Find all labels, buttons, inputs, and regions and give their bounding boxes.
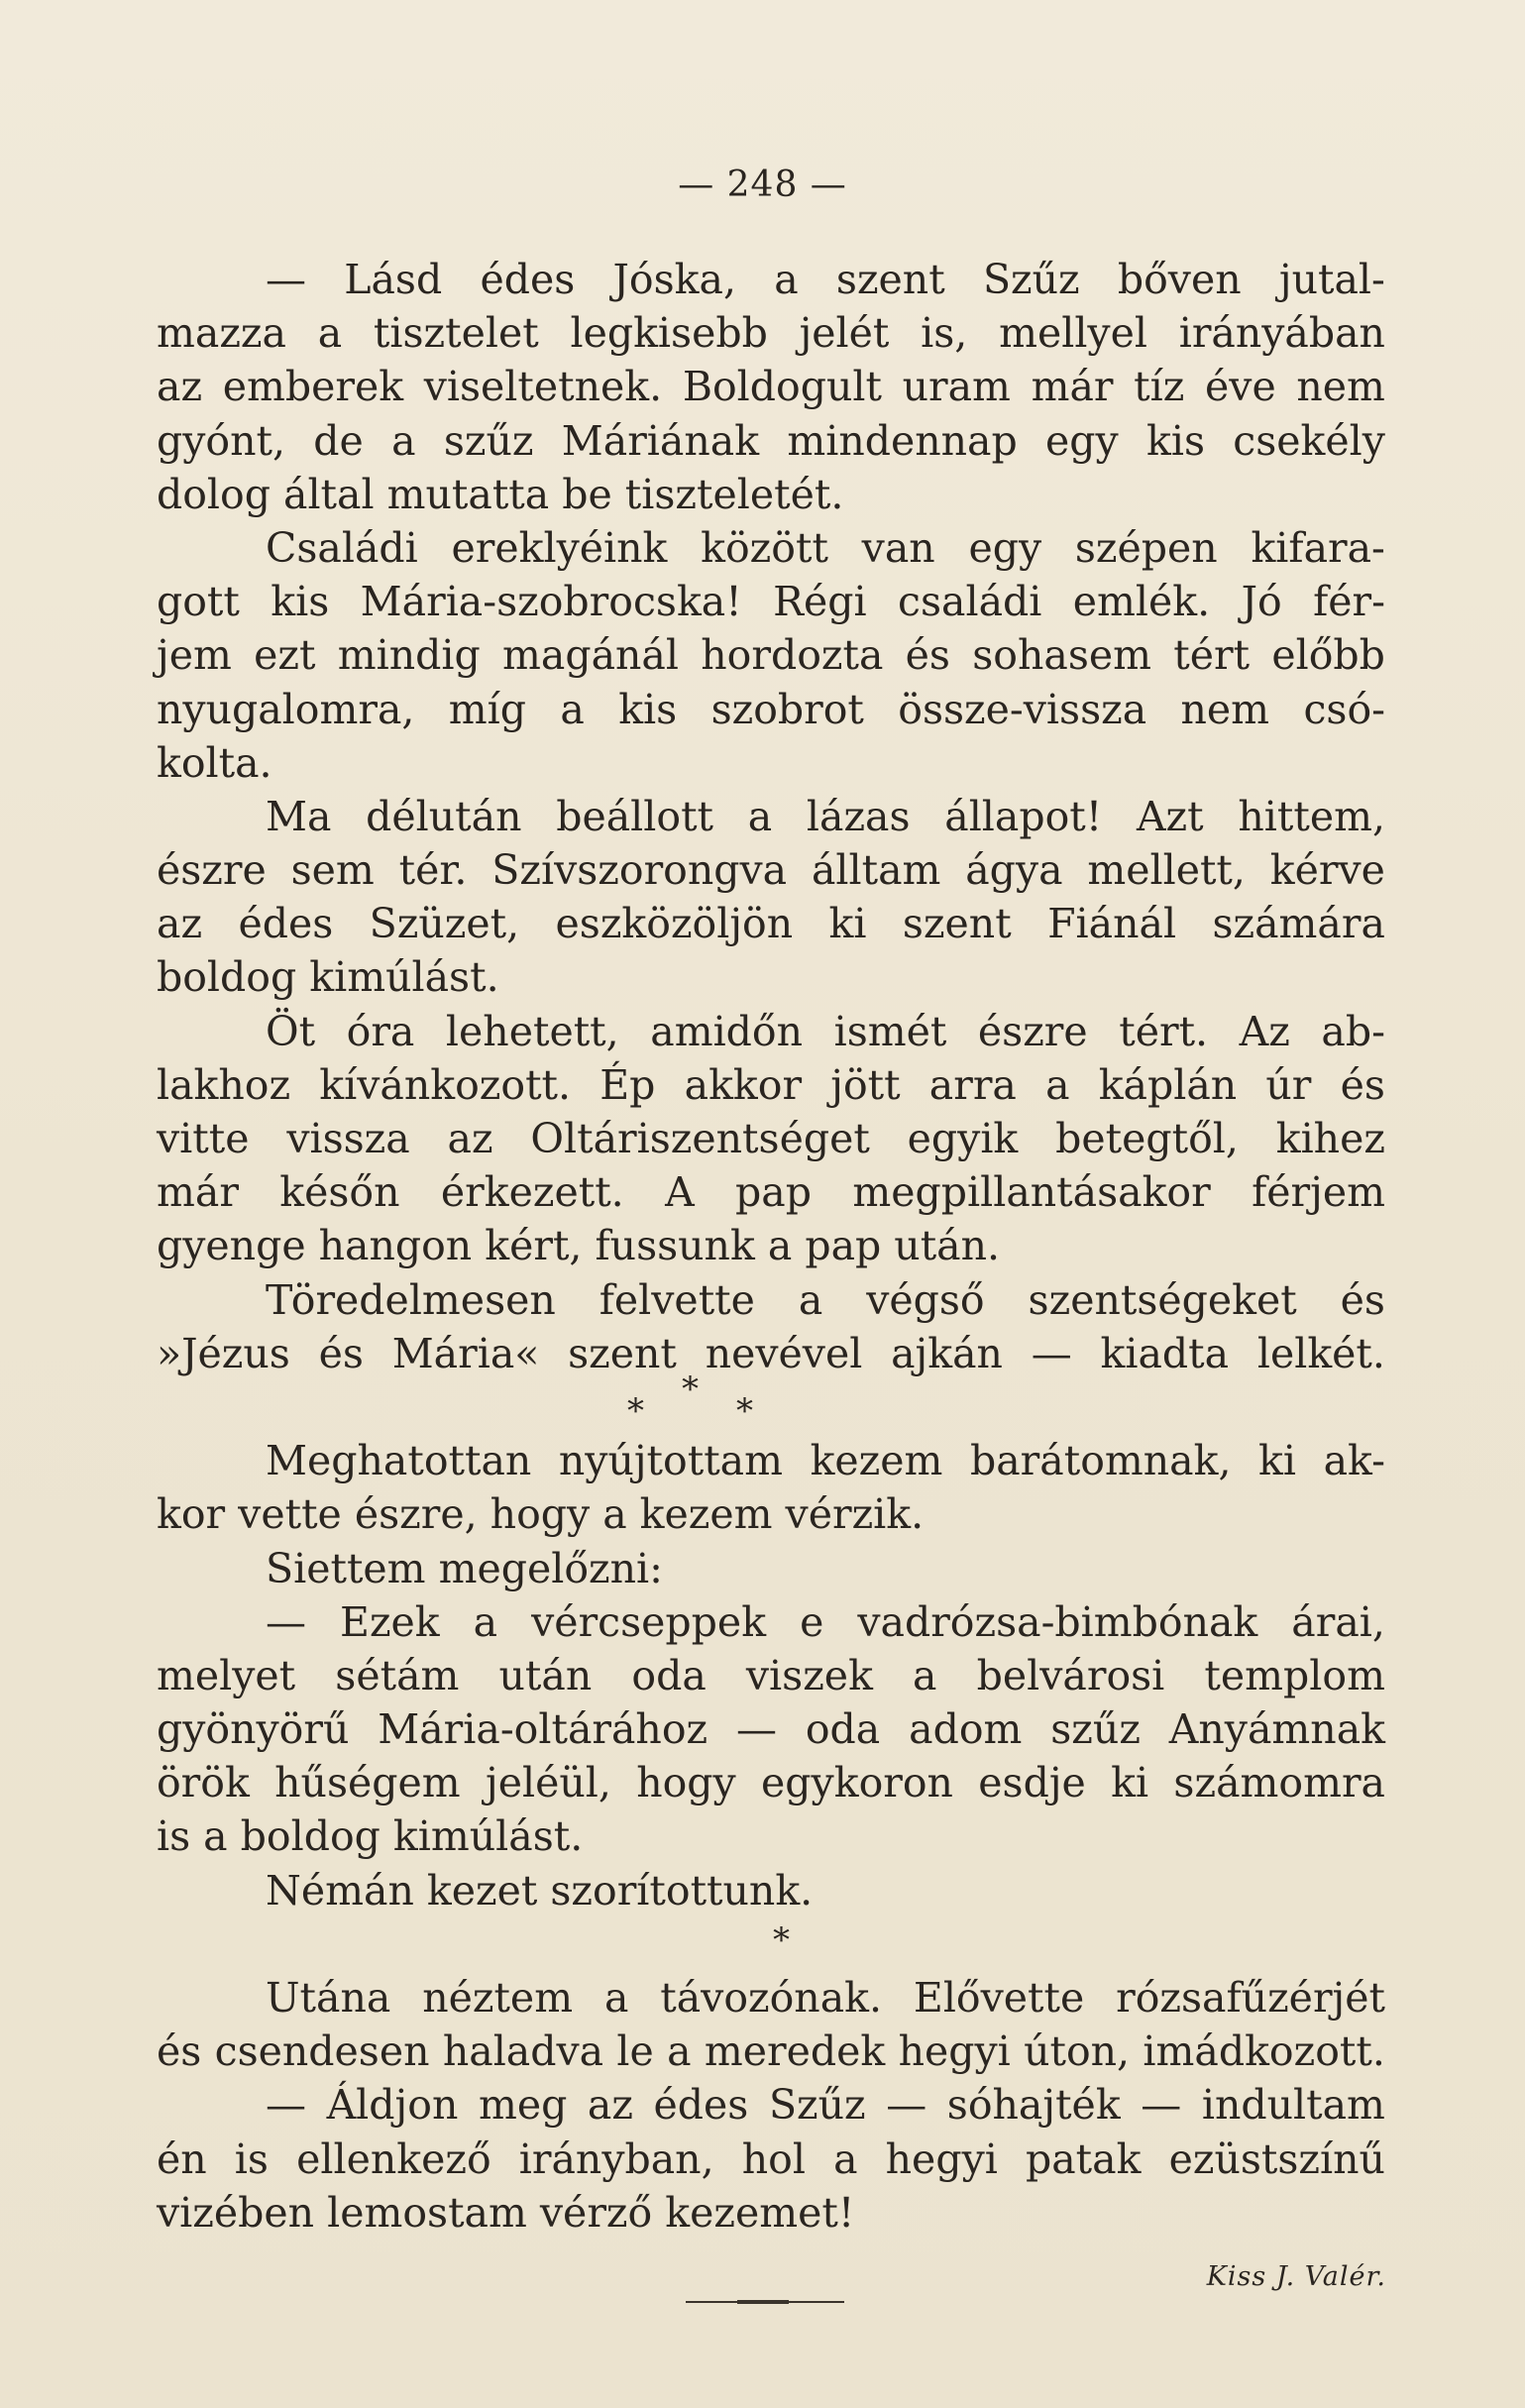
word: templom xyxy=(1204,1651,1385,1699)
word: Jó xyxy=(1241,578,1282,626)
word: melyet xyxy=(157,1651,296,1699)
word: Ép xyxy=(599,1060,656,1109)
word: belvárosi xyxy=(976,1651,1165,1699)
word: Családi xyxy=(266,523,418,572)
word: Öt xyxy=(266,1007,316,1055)
text-line xyxy=(157,1327,1385,1380)
word: szent xyxy=(902,900,1012,948)
word: a xyxy=(833,2134,858,2183)
word: egy xyxy=(1045,416,1119,465)
word: nevével xyxy=(705,1329,863,1377)
word: rózsafűzérjét xyxy=(1116,1974,1385,2022)
word: amidőn xyxy=(650,1007,804,1055)
word: Régi xyxy=(773,578,867,626)
word: ki xyxy=(1258,1437,1297,1485)
word: hordozta xyxy=(701,631,884,680)
word: magánál xyxy=(502,631,679,680)
word: jött xyxy=(830,1060,901,1109)
section-divider-stars xyxy=(157,1368,1385,1434)
line-text: kolta. xyxy=(157,738,272,787)
word: betegtől, xyxy=(1055,1115,1239,1162)
word: előbb xyxy=(1271,631,1385,680)
word: csendesen xyxy=(214,2027,430,2076)
word: meredek xyxy=(704,2027,886,2076)
word: Szűz xyxy=(982,256,1080,303)
text-line xyxy=(157,1112,1385,1165)
word: örök xyxy=(157,1759,250,1807)
word: tért. xyxy=(1119,1007,1209,1055)
text-line xyxy=(157,521,1385,575)
word: nyújtottam xyxy=(558,1437,783,1485)
word: az xyxy=(157,900,203,948)
word: én xyxy=(157,2134,207,2183)
word: már xyxy=(157,1168,239,1217)
word: is, xyxy=(921,309,968,358)
word: is xyxy=(234,2134,269,2183)
word: jutal- xyxy=(1278,256,1385,303)
word: úr xyxy=(1265,1060,1312,1109)
word: Mária« xyxy=(391,1329,540,1377)
word: »Jézus xyxy=(157,1329,290,1377)
word: emlék. xyxy=(1072,578,1211,626)
word: barátomnak, xyxy=(969,1437,1232,1485)
word: viseltetnek. xyxy=(423,363,663,411)
word: szűz xyxy=(1050,1705,1141,1754)
line-text: boldog kimúlást. xyxy=(157,953,499,1002)
word: állapot! xyxy=(944,792,1103,840)
word: uram xyxy=(902,363,1011,411)
word: számára xyxy=(1212,900,1385,948)
word: álltam xyxy=(811,846,941,895)
word: haladva xyxy=(442,2027,604,2076)
word: jeléül, xyxy=(485,1759,611,1807)
word: míg xyxy=(448,685,527,733)
word: lakhoz xyxy=(157,1060,291,1109)
line-text: is a boldog kimúlást. xyxy=(157,1812,584,1861)
word: hegyi xyxy=(898,2027,1011,2076)
word: távozónak. xyxy=(660,1974,883,2022)
word: a xyxy=(391,416,416,465)
word: sóhajték xyxy=(946,2081,1121,2130)
text-line xyxy=(157,897,1385,950)
word: számomra xyxy=(1173,1759,1385,1807)
word: lehetett, xyxy=(445,1007,619,1055)
asterisk-mark: * xyxy=(682,1368,699,1409)
word: nem xyxy=(1296,363,1385,411)
word: hittem, xyxy=(1238,792,1385,840)
word: családi xyxy=(898,578,1042,626)
word: A xyxy=(665,1168,695,1217)
word: Elővette xyxy=(913,1974,1085,2022)
word: csó- xyxy=(1303,685,1385,733)
word: jelét xyxy=(799,309,890,358)
word: le xyxy=(616,2027,654,2076)
author-signature: Kiss J. Valér. xyxy=(1206,2261,1386,2292)
word: szent xyxy=(568,1329,677,1377)
line-text: Siettem megelőzni: xyxy=(266,1544,663,1592)
word: a xyxy=(667,2027,692,2076)
word: lázas xyxy=(806,792,911,840)
word: Oltáriszentséget xyxy=(530,1115,870,1162)
word: Fiánál xyxy=(1047,900,1177,948)
word: édes xyxy=(480,256,576,303)
word: oda xyxy=(631,1651,707,1699)
text-line xyxy=(157,683,1385,736)
word: nem xyxy=(1180,685,1270,733)
word: sem xyxy=(290,846,375,895)
word: és xyxy=(318,1329,364,1377)
word: szobrot xyxy=(710,685,864,733)
word: kis xyxy=(1145,416,1205,465)
text-line xyxy=(157,306,1385,360)
line-text: dolog által mutatta be tiszteletét. xyxy=(157,470,844,518)
word: gott xyxy=(157,578,240,626)
word: vissza xyxy=(286,1115,410,1162)
text-line xyxy=(157,950,1385,1004)
word: — xyxy=(1031,1329,1072,1377)
word: egyik xyxy=(907,1115,1019,1162)
word: között xyxy=(701,523,828,572)
word: szent xyxy=(835,256,945,303)
word: káplán xyxy=(1098,1060,1238,1109)
line-text: Némán kezet szorítottunk. xyxy=(266,1866,814,1915)
word: után xyxy=(498,1651,593,1699)
text-line xyxy=(157,1595,1385,1649)
word: édes xyxy=(238,900,334,948)
word: kérve xyxy=(1269,846,1385,895)
word: ki xyxy=(828,900,867,948)
word: de xyxy=(313,416,364,465)
word: a xyxy=(798,1275,823,1324)
word: és xyxy=(157,2027,202,2076)
word: jem xyxy=(157,631,232,680)
word: arra xyxy=(928,1060,1017,1109)
word: tíz xyxy=(1134,363,1185,411)
word: kívánkozott. xyxy=(319,1060,572,1109)
word: óra xyxy=(346,1007,415,1055)
word: oda xyxy=(805,1705,881,1754)
word: hegyi xyxy=(885,2134,998,2183)
word: irányában xyxy=(1178,309,1385,358)
asterisk-mark: * xyxy=(627,1390,644,1431)
word: a xyxy=(747,792,773,840)
word: hogy xyxy=(636,1759,736,1807)
word: eszközöljön xyxy=(555,900,794,948)
text-line xyxy=(157,790,1385,843)
word: mindennap xyxy=(787,416,1018,465)
word: édes xyxy=(653,2081,749,2130)
word: későn xyxy=(279,1168,400,1217)
text-line xyxy=(157,1971,1385,2025)
text-line xyxy=(157,253,1385,306)
word: mellyel xyxy=(999,309,1147,358)
text-line xyxy=(157,1058,1385,1112)
end-rule xyxy=(686,2301,844,2303)
word: — xyxy=(266,256,306,303)
text-line xyxy=(157,575,1385,628)
word: ki xyxy=(1111,1759,1149,1807)
word: gyónt, xyxy=(157,416,286,465)
text-line xyxy=(157,2078,1385,2132)
word: egykoron xyxy=(761,1759,953,1807)
word: Jóska, xyxy=(612,256,736,303)
word: Meghatottan xyxy=(266,1437,532,1485)
word: imádkozott. xyxy=(1143,2027,1385,2076)
text-line xyxy=(157,1649,1385,1702)
word: adom xyxy=(909,1705,1023,1754)
word: meg xyxy=(478,2081,568,2130)
word: lelkét. xyxy=(1256,1329,1385,1377)
text-line xyxy=(157,1434,1385,1487)
word: a xyxy=(1045,1060,1070,1109)
word: a xyxy=(473,1597,498,1646)
word: ezt xyxy=(254,631,316,680)
word: Szűz xyxy=(768,2081,866,2130)
word: viszek xyxy=(745,1651,873,1699)
word: beállott xyxy=(556,792,714,840)
word: van xyxy=(861,523,935,572)
text-line xyxy=(157,843,1385,897)
word: Szüzet, xyxy=(369,900,520,948)
word: ismét xyxy=(833,1007,947,1055)
word: Ma xyxy=(266,792,332,840)
word: észre xyxy=(977,1007,1088,1055)
word: már xyxy=(1031,363,1114,411)
word: mazza xyxy=(157,309,286,358)
word: kis xyxy=(618,685,678,733)
word: érkezett. xyxy=(440,1168,624,1217)
word: kiadta xyxy=(1100,1329,1230,1377)
word: a xyxy=(603,1974,629,2022)
text-line xyxy=(157,1702,1385,1756)
word: kihez xyxy=(1275,1115,1385,1162)
word: — xyxy=(1141,2081,1182,2130)
asterisk-mark: * xyxy=(773,1919,790,1960)
word: vadrózsa-bimbónak xyxy=(857,1597,1258,1646)
word: mellett, xyxy=(1087,846,1246,895)
word: Mária-szobrocska! xyxy=(360,578,742,626)
word: észre xyxy=(157,846,267,895)
word: hol xyxy=(741,2134,806,2183)
word: szentségeket xyxy=(1028,1275,1297,1324)
word: akkor xyxy=(684,1060,803,1109)
word: — xyxy=(266,2081,306,2130)
word: szépen xyxy=(1074,523,1218,572)
word: tért xyxy=(1173,631,1251,680)
text-line xyxy=(157,628,1385,682)
word: Töredelmesen xyxy=(266,1275,556,1324)
word: és xyxy=(905,631,950,680)
word: bőven xyxy=(1117,256,1242,303)
word: mindig xyxy=(337,631,481,680)
word: ellenkező xyxy=(296,2134,491,2183)
word: végső xyxy=(866,1275,985,1324)
word: szűz xyxy=(443,416,534,465)
word: felvette xyxy=(599,1275,755,1324)
word: Boldogult xyxy=(682,363,882,411)
text-line xyxy=(157,1542,1385,1595)
word: irányban, xyxy=(518,2134,714,2183)
word: legkisebb xyxy=(570,309,768,358)
word: ak- xyxy=(1323,1437,1385,1485)
word: sohasem xyxy=(972,631,1152,680)
word: a xyxy=(560,685,585,733)
text-line xyxy=(157,1809,1385,1863)
word: össze-vissza xyxy=(898,685,1147,733)
word: Lásd xyxy=(344,256,443,303)
text-line xyxy=(157,468,1385,521)
text-line xyxy=(157,1219,1385,1272)
text-line xyxy=(157,1165,1385,1219)
word: Ezek xyxy=(340,1597,440,1646)
word: vitte xyxy=(157,1115,250,1162)
word: az xyxy=(447,1115,493,1162)
word: az xyxy=(587,2081,633,2130)
word: ajkán xyxy=(891,1329,1003,1377)
word: néztem xyxy=(422,1974,574,2022)
word: és xyxy=(1340,1275,1385,1324)
word: a xyxy=(913,1651,937,1699)
body-text xyxy=(157,253,1385,2240)
word: kifara- xyxy=(1251,523,1385,572)
text-line xyxy=(157,2133,1385,2186)
line-text: gyenge hangon kért, fussunk a pap után. xyxy=(157,1222,1001,1270)
word: férjem xyxy=(1252,1168,1385,1217)
word: nyugalomra, xyxy=(157,685,415,733)
word: hűségem xyxy=(274,1759,461,1807)
word: Mária-oltárához xyxy=(378,1705,708,1754)
word: indultam xyxy=(1201,2081,1385,2130)
word: a xyxy=(774,256,799,303)
word: tér. xyxy=(398,846,468,895)
word: gyönyörű xyxy=(157,1705,350,1754)
word: délután xyxy=(366,792,522,840)
line-text: kor vette észre, hogy a kezem vérzik. xyxy=(157,1490,925,1539)
word: ereklyéink xyxy=(451,523,668,572)
word: e xyxy=(800,1597,824,1646)
text-line xyxy=(157,1005,1385,1058)
word: Anyámnak xyxy=(1168,1705,1385,1754)
word: ab- xyxy=(1321,1007,1385,1055)
text-line xyxy=(157,1864,1385,1917)
word: ágya xyxy=(965,846,1063,895)
word: esdje xyxy=(978,1759,1086,1807)
word: Azt xyxy=(1136,792,1204,840)
word: megpillantásakor xyxy=(852,1168,1211,1217)
word: csekély xyxy=(1233,416,1385,465)
word: ezüstszínű xyxy=(1168,2134,1385,2183)
word: éve xyxy=(1205,363,1276,411)
word: pap xyxy=(735,1168,812,1217)
word: Máriának xyxy=(561,416,760,465)
text-line xyxy=(157,2025,1385,2078)
word: Áldjon xyxy=(326,2081,459,2130)
text-line xyxy=(157,736,1385,790)
section-divider-stars xyxy=(157,1917,1385,1971)
text-line xyxy=(157,1487,1385,1541)
word: Szívszorongva xyxy=(491,846,788,895)
word: sétám xyxy=(335,1651,460,1699)
word: úton, xyxy=(1024,2027,1131,2076)
word: fér- xyxy=(1313,578,1385,626)
word: és xyxy=(1340,1060,1385,1109)
text-line xyxy=(157,360,1385,413)
word: emberek xyxy=(222,363,404,411)
word: kezem xyxy=(810,1437,943,1485)
word: a xyxy=(317,309,343,358)
word: — xyxy=(266,1597,306,1646)
word: patak xyxy=(1025,2134,1142,2183)
word: — xyxy=(736,1705,777,1754)
word: kis xyxy=(271,578,330,626)
word: Utána xyxy=(266,1974,391,2022)
word: árai, xyxy=(1291,1597,1385,1646)
word: vércseppek xyxy=(531,1597,767,1646)
word: az xyxy=(157,363,203,411)
word: — xyxy=(886,2081,927,2130)
asterisk-mark: * xyxy=(736,1390,753,1431)
text-line xyxy=(157,414,1385,468)
line-text: vizében lemostam vérző kezemet! xyxy=(157,2188,855,2237)
word: egy xyxy=(968,523,1042,572)
page-number: — 248 — xyxy=(678,164,847,205)
text-line xyxy=(157,2186,1385,2240)
text-line xyxy=(157,1273,1385,1327)
text-line xyxy=(157,1756,1385,1809)
word: Az xyxy=(1239,1007,1290,1055)
word: tisztelet xyxy=(373,309,539,358)
